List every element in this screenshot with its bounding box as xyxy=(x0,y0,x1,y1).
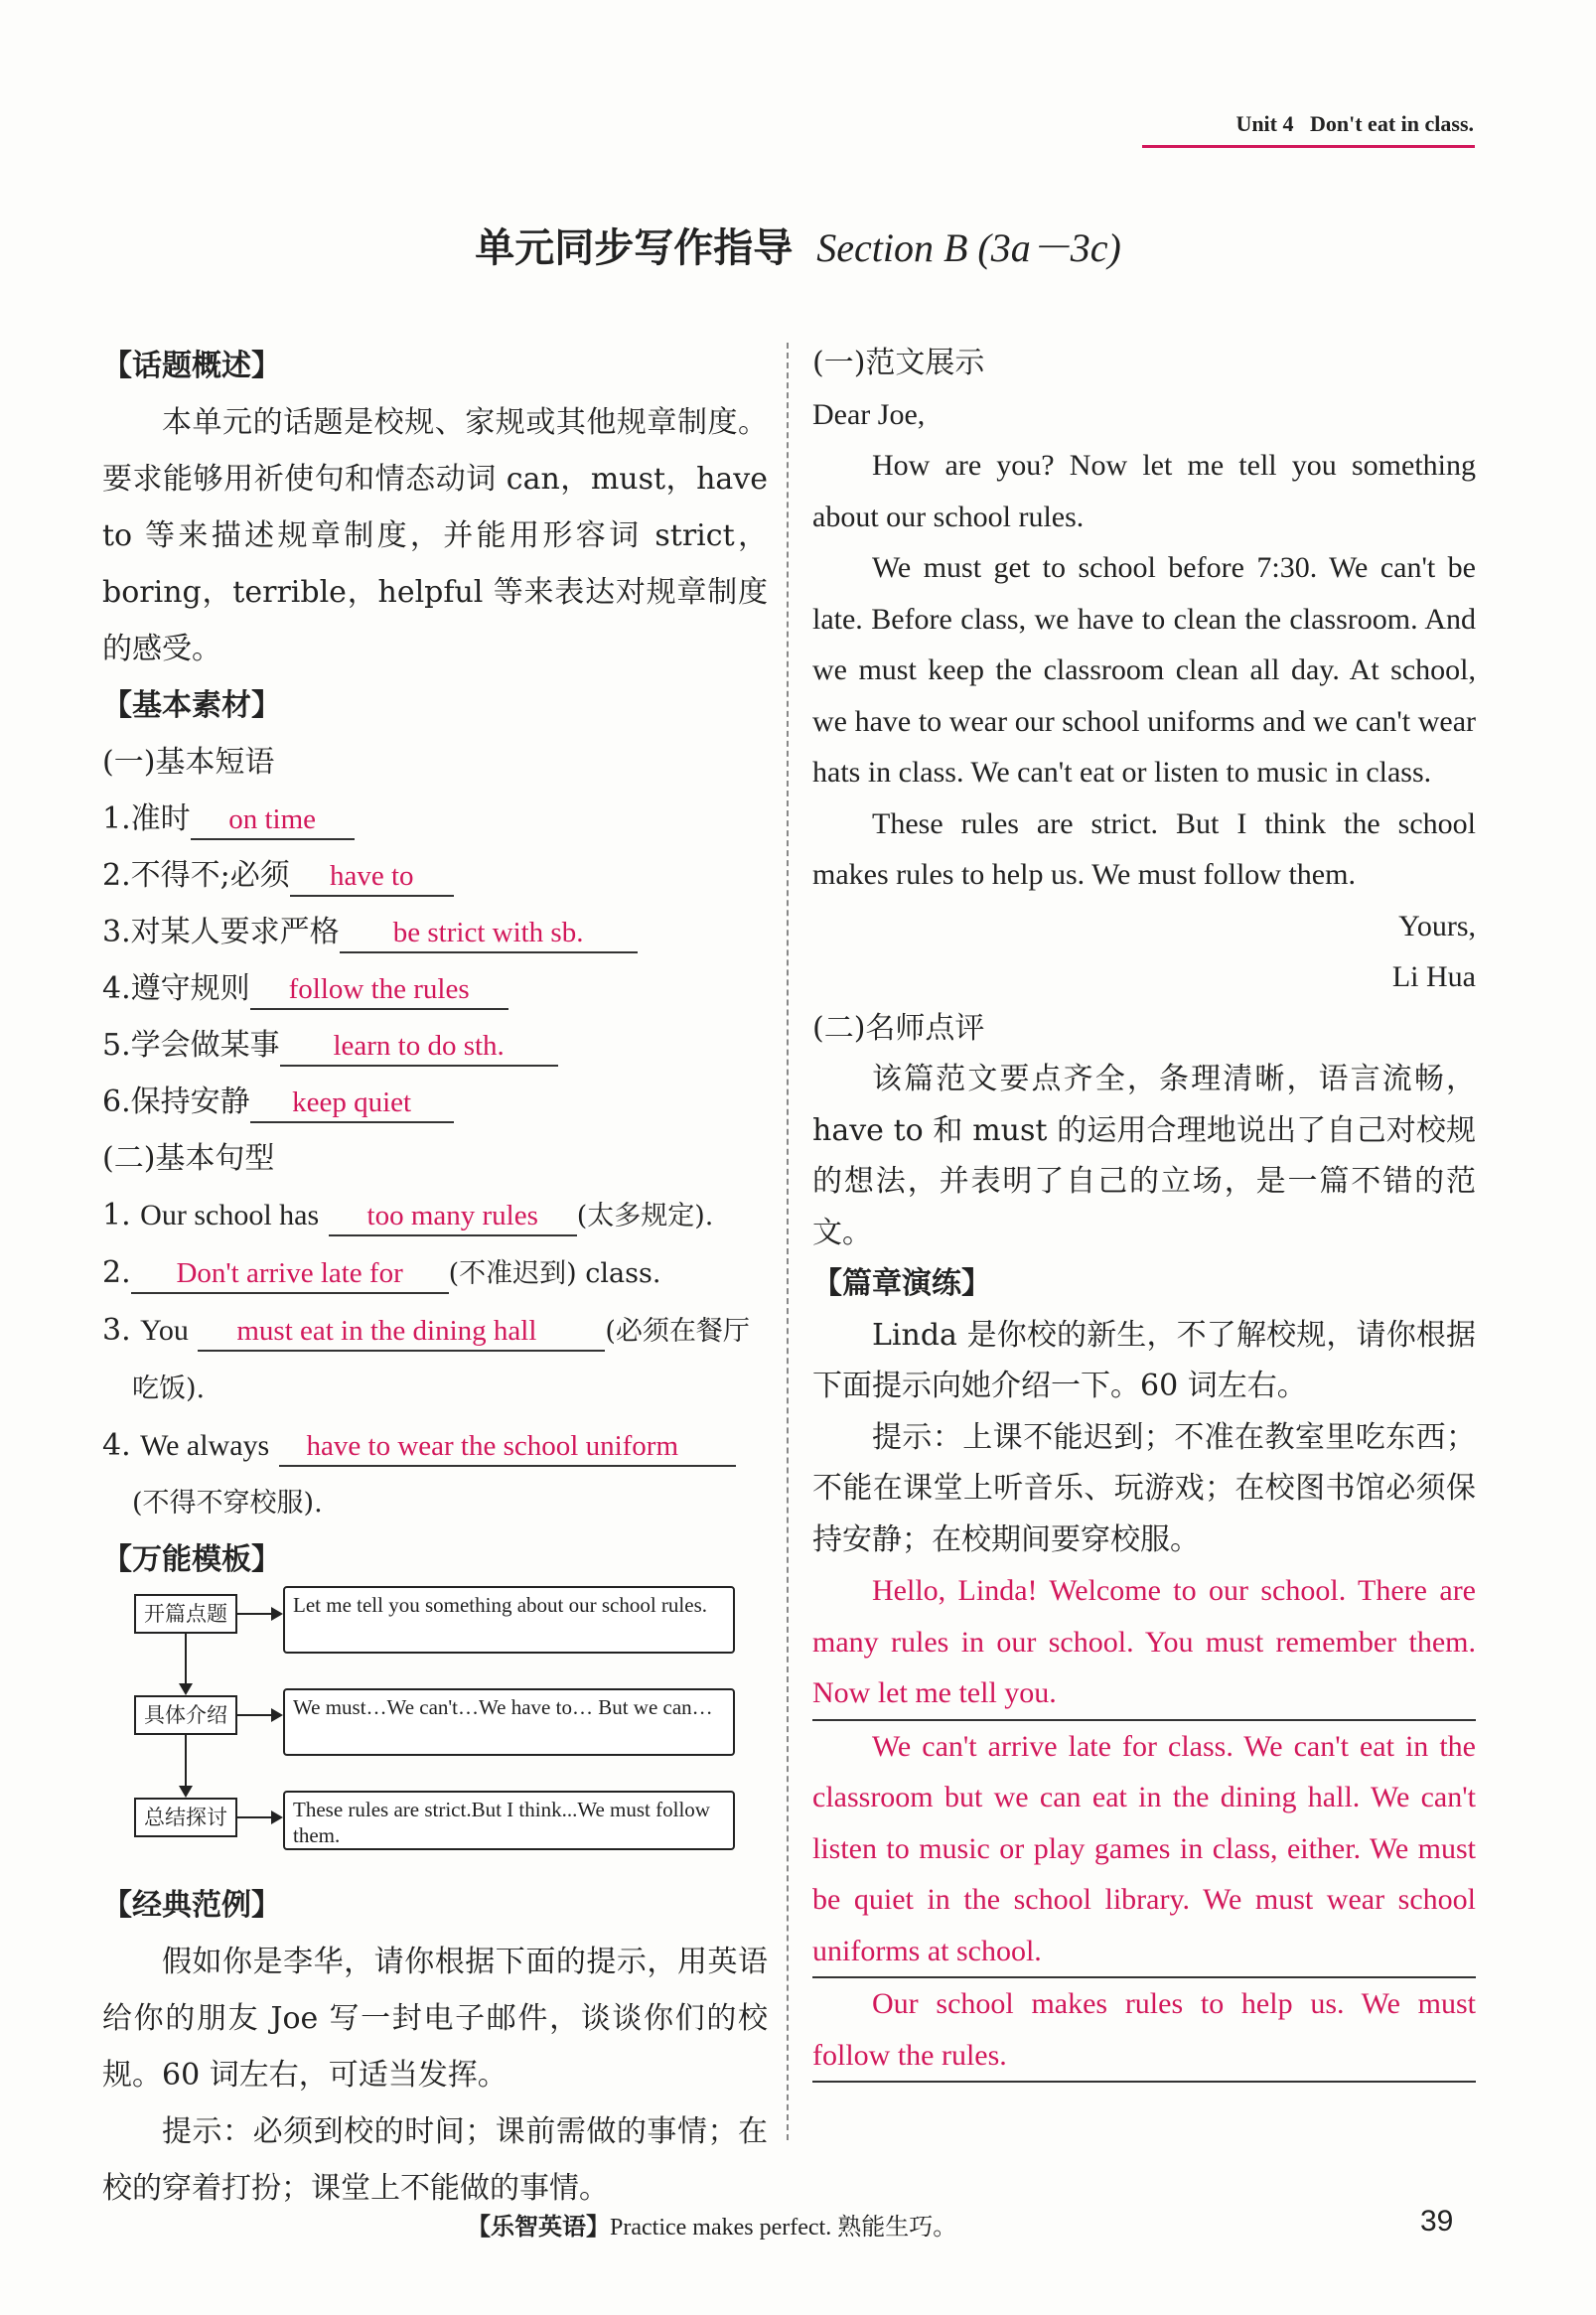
answer-paragraph: Our school makes rules to help us. We must follow the rules. xyxy=(812,1978,1476,2083)
right-column xyxy=(812,338,1476,2083)
template-flowchart xyxy=(129,1594,745,1872)
phrase-item: 2.不得不;必须 have to xyxy=(102,847,768,904)
practice-heading: 【篇章演练】 xyxy=(812,1266,991,1301)
arrow-right-icon xyxy=(271,1708,283,1722)
answer-blank: too many rules xyxy=(329,1197,577,1236)
phrase-item: 3.对某人要求严格 be strict with sb. xyxy=(102,904,768,960)
flow-box-conclusion: These rules are strict.But I think...We must follow them. xyxy=(283,1791,735,1850)
sentence-item: 4. We always have to wear the school uniform(不得不穿校服). xyxy=(102,1417,768,1531)
phrase-item: 4.遵守规则 follow the rules xyxy=(102,960,768,1017)
answer-blank: on time xyxy=(191,800,355,840)
practice-text: Linda 是你校的新生，不了解校规，请你根据下面提示向她介绍一下。60 词左右。 xyxy=(812,1317,1476,1403)
sentence-item: 3. You must eat in the dining hall (必须在餐厅吃饭). xyxy=(102,1313,750,1404)
template-heading: 【万能模板】 xyxy=(102,1542,281,1577)
page-footer xyxy=(467,2207,956,2242)
letter-paragraph: How are you? Now let me tell you something about our school rules. xyxy=(812,449,1476,533)
header-rule xyxy=(1142,145,1475,148)
title-section: Section B (3a－3c) xyxy=(816,225,1121,270)
flow-box-opening: Let me tell you something about our school rules. xyxy=(283,1586,735,1654)
material-heading: 【基本素材】 xyxy=(102,688,281,723)
arrow-down-icon xyxy=(179,1786,193,1798)
practice-hint: 提示：上课不能迟到；不准在教室里吃东西；不能在课堂上听音乐、玩游戏；在校图书馆必须保持安静；在校期间要穿校服。 xyxy=(812,1419,1476,1557)
sample-heading: (一)范文展示 xyxy=(812,346,985,380)
column-divider xyxy=(787,343,789,2140)
flow-box-body: We must…We can't…We have to… But we can… xyxy=(283,1688,735,1756)
left-column xyxy=(102,338,768,1588)
letter-closing: Yours, xyxy=(1398,909,1476,942)
page-number: 39 xyxy=(1420,2205,1454,2238)
arrow-right-icon xyxy=(271,1810,283,1824)
letter-paragraph: We must get to school before 7:30. We can't be late. Before class, we have to clean the classroom. And we must keep the classroom clean all day. At school, we have to wear our school uniforms and we can't wear hats in class. We can't eat or listen to music in class. xyxy=(812,551,1476,789)
answer-paragraph: We can't arrive late for class. We can't eat in the classroom but we can eat in the dining hall. We can't listen to music or play games in class, either. We must be quiet in the school library. We must wear school uniforms at school. xyxy=(812,1721,1476,1979)
answer-paragraph: Hello, Linda! Welcome to our school. There are many rules in our school. You must remember them. Now let me tell you. xyxy=(812,1565,1476,1721)
example-heading: 【经典范例】 xyxy=(102,1888,281,1923)
answer-blank: Don't arrive late for xyxy=(131,1254,449,1294)
answer-blank: follow the rules xyxy=(250,970,508,1010)
comment-text: 该篇范文要点齐全，条理清晰，语言流畅，have to 和 must 的运用合理地说出了自己对校规的想法，并表明了自己的立场，是一篇不错的范文。 xyxy=(812,1062,1476,1250)
title-cn: 单元同步写作指导 xyxy=(475,224,794,271)
letter-greeting: Dear Joe, xyxy=(812,397,926,431)
answer-blank: must eat in the dining hall xyxy=(198,1312,605,1352)
phrase-item: 1.准时 on time xyxy=(102,791,768,847)
sentence-item: 1. Our school has too many rules (太多规定). xyxy=(102,1187,768,1244)
flow-label-body: 具体介绍 xyxy=(134,1695,237,1735)
example-section xyxy=(102,1877,768,2217)
letter-paragraph: These rules are strict. But I think the school makes rules to help us. We must follow them. xyxy=(812,806,1476,891)
flow-label-opening: 开篇点题 xyxy=(134,1594,237,1634)
topic-heading: 【话题概述】 xyxy=(102,349,281,383)
answer-blank: learn to do sth. xyxy=(280,1027,558,1067)
topic-text: 本单元的话题是校规、家规或其他规章制度。要求能够用祈使句和情态动词 can，must，have to 等来描述规章制度，并能用形容词 strict，boring，terrible，helpful 等来表达对规章制度的感受。 xyxy=(102,405,768,666)
comment-heading: (二)名师点评 xyxy=(812,1010,985,1046)
arrow-down-icon xyxy=(179,1683,193,1695)
page-title xyxy=(0,217,1596,273)
answer-blank: have to wear the school uniform xyxy=(279,1427,736,1467)
unit-number: Unit 4 xyxy=(1235,111,1294,136)
example-hint: 提示：必须到校的时间；课前需做的事情；在校的穿着打扮；课堂上不能做的事情。 xyxy=(102,2114,768,2206)
sentences-heading: (二)基本句型 xyxy=(102,1141,275,1176)
example-text: 假如你是李华，请你根据下面的提示，用英语给你的朋友 Joe 写一封电子邮件，谈谈你们的校规。60 词左右，可适当发挥。 xyxy=(102,1945,768,2093)
running-header xyxy=(1235,111,1474,137)
answer-blank: be strict with sb. xyxy=(340,914,638,953)
footer-slogan: Practice makes perfect. 熟能生巧。 xyxy=(610,2215,957,2241)
phrase-item: 6.保持安静 keep quiet xyxy=(102,1074,768,1130)
unit-title: Don't eat in class. xyxy=(1310,111,1474,136)
answer-blank: keep quiet xyxy=(250,1084,454,1123)
flow-label-conclusion: 总结探讨 xyxy=(134,1798,237,1837)
footer-brand: 【乐智英语】 xyxy=(467,2212,610,2241)
phrases-heading: (一)基本短语 xyxy=(102,745,275,780)
answer-blank: have to xyxy=(290,857,454,897)
letter-signature: Li Hua xyxy=(1391,960,1476,993)
phrase-item: 5.学会做某事 learn to do sth. xyxy=(102,1017,768,1074)
sentence-item: 2. Don't arrive late for (不准迟到) class. xyxy=(102,1244,768,1302)
arrow-right-icon xyxy=(271,1607,283,1621)
